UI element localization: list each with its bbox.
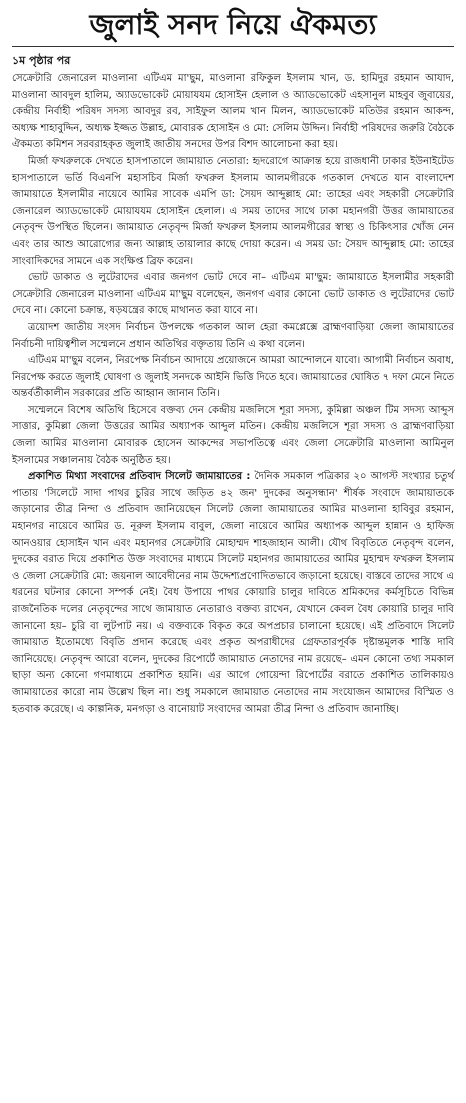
continued-from-label: ১ম পৃষ্ঠার পর <box>12 54 71 67</box>
paragraph-7-body: দৈনিক সমকাল পত্রিকার ২০ আগস্ট সংখ্যার চতুর্থ পাতায় 'সিলেটে সাদা পাথর চুরির সাথে জড়িত ৪২ জন' দুদকের অনুসন্ধান' শীর্ষক সংবাদে জামায়াতকে জড়ানোর তীব্র নিন্দা ও প্রতিবাদ জানিয়েছেন সিলেট জেলা জামায়াতের আমির মাওলানা হাবিবুর রহমান, মহানগর নায়েবে আমির ড. নূরুল ইসলাম বাবুল, জেলা নায়েবে আমির অধ্যাপক আব্দুল হান্নান ও হাফিজ আনওয়ার হোসাইন খান এবং মহানগর সেক্রেটারি মোহাম্মদ শাহজাহান আলী। যৌথ বিবৃতিতে নেতৃবৃন্দ বলেন, দুদকের বরাত দিয়ে প্রকাশিত উক্ত সংবাদের মাধ্যমে সিলেট মহানগর জামায়াতের আমির মুহাম্মদ ফখরুল ইসলাম ও জেলা সেক্রেটারি মো: জয়নাল আবেদীনের নাম উদ্দেশ্যপ্রণোদিতভাবে জড়ানো হয়েছে। বাস্তবে তাদের সাথে এ ধরনের ঘটনার কোনো সম্পর্ক নেই। বৈধ উপায়ে পাথর কোয়ারি চালুর দাবিতে শ্রমিকদের কর্মসূচিতে বিভিন্ন রাজনৈতিক দলের নেতৃবৃন্দের সাথে জামায়াত নেতারাও বক্তব্য রাখেন, যেখানে কেবল বৈধ কোয়ারি চালুর দাবি জানানো হয়– চুরি বা লুটপাট নয়। এ বক্তব্যকে বিকৃত করে অপপ্রচার চালানো হয়েছে। এই প্রতিবাদে সিলেট জামায়াত ইতোমধ্যে বিবৃতি প্রদান করেছে এবং প্রকৃত অপরাধীদের গ্রেফতারপূর্বক দৃষ্টান্তমূলক শাস্তি দাবি জানিয়েছে। নেতৃবৃন্দ আরো বলেন, দুদকের রিপোর্টে জামায়াত নেতাদের নাম রয়েছে– এমন কোনো তথ্য সমকাল ছাড়া অন্য কোনো গণমাধ্যমে প্রকাশিত হয়নি। এর আগে গোয়েন্দা রিপোর্টের বরাতে প্রকাশিত তালিকায়ও জামায়াতের কারো নাম উল্লেখ ছিল না। শুধু সমকালে জামায়াত নেতাদের নাম সংযোজন আমাদের বিস্মিত ও হতবাক করেছে। এ কাল্পনিক, মনগড়া ও বানোয়াট সংবাদের আমরা তীব্র নিন্দা ও প্রতিবাদ জানাচ্ছি। <box>12 471 454 715</box>
paragraph-5: এটিএম মা'ছুম বলেন, নিরপেক্ষ নির্বাচন আদায়ে প্রয়োজনে আমরা আন্দোলনে যাবো। আগামী নির্বাচন অবাধ, নিরপেক্ষ করতে জুলাই ঘোষণা ও জুলাই সনদকে আইনি ভিত্তি দিতে হবে। জামায়াতের ঘোষিত ৭ দফা মেনে নিতে অন্তর্বর্তীকালীন সরকারের প্রতি আহ্বান জানান তিনি। <box>12 355 455 400</box>
paragraph-4: ত্রয়োদশ জাতীয় সংসদ নির্বাচন উপলক্ষে গতকাল আল হেরা কমপ্লেক্সে ব্রাহ্মণবাড়িয়া জেলা জামায়াতের নির্বাচনী দায়িত্বশীল সম্মেলনে প্রধান অতিথির বক্তৃতায় তিনি এ কথা বলেন। <box>12 321 454 350</box>
paragraph-3: ভোট ডাকাত ও লুটেরাদের এবার জনগণ ভোট দেবে না– এটিএম মা'ছুম: জামায়াতে ইসলামীর সহকারী সেক্রেটারি জেনারেল মাওলানা এটিএম মা'ছুম বলেছেন, জনগণ এবার কোনো ভোট ডাকাত ও লুটেরাদের ভোট দেবে না। কোনো চক্রান্ত, ষড়যন্ত্রের কাছে মাথানত করা যাবে না। <box>12 272 454 317</box>
paragraph-2: মির্জা ফখরুলকে দেখতে হাসপাতালে জামায়াত নেতারা: হৃদরোগে আক্রান্ত হয়ে রাজধানী ঢাকার ইউনাইটেড হাসপাতালে ভর্তি বিএনপি মহাসচিব মির্জা ফখরুল ইসলাম আলমগীরকে গতকাল দেখতে যান বাংলাদেশ জামায়াতে ইসলামীর নায়েবে আমির সাবেক এমপি ডা: সৈয়দ আব্দুল্লাহ মো: তাহের এবং সহকারী সেক্রেটারি জেনারেল অ্যাডভোকেট মোয়াযযম হোসাইন হেলাল। এ সময় তাদের সাথে ঢাকা মহানগরী উত্তর জামায়াতের নেতৃবৃন্দ উপস্থিত ছিলেন। জামায়াত নেতৃবৃন্দ মির্জা ফখরুল ইসলাম আলমগীরের স্বাস্থ্য ও চিকিৎসার খোঁজ নেন এবং তার আশু আরোগ্যের জন্য আল্লাহ তায়ালার কাছে দোয়া করেন। এ সময় ডা: সৈয়দ আব্দুল্লাহ মো: তাহের সাংবাদিকদের সামনে এক সংক্ষিপ্ত ব্রিফ করেন। <box>12 155 454 267</box>
paragraph-1: সেক্রেটারি জেনারেল মাওলানা এটিএম মা'ছুম, মাওলানা রফিকুল ইসলাম খান, ড. হামিদুর রহমান আযাদ, মাওলানা আবদুল হালিম, অ্যাডভোকেট মোয়াযযম হোসাইন হেলাল ও অ্যাডভোকেট এহসানুল মাহবুব জুবায়ের, কেন্দ্রীয় নির্বাহী পরিষদ সদস্য আবদুর রব, সাইফুল আলম খান মিলন, অ্যাডভোকেট মতিউর রহমান আকন্দ, অধ্যক্ষ শাহাবুদ্দিন, অধ্যক্ষ ইজ্জত উল্লাহ, মোবারক হোসাইন ও মো: সেলিম উদ্দিন। নির্বাহী পরিষদের জরুরি বৈঠকে ঐকমত্য কমিশন সরবরাহকৃত জুলাই জাতীয় সনদের উপর বিশদ আলোচনা করা হয়। <box>12 73 454 151</box>
paragraph-7 <box>12 469 454 718</box>
paragraph-6: সম্মেলনে বিশেষ অতিথি হিসেবে বক্তব্য দেন কেন্দ্রীয় মজলিসে শূরা সদস্য, কুমিল্লা অঞ্চল টিম সদস্য আব্দুস সাত্তার, কুমিল্লা জেলা উত্তরের আমির অধ্যাপক আব্দুল মতিন। কেন্দ্রীয় মজলিসে শূরা সদস্য ও ব্রাহ্মণবাড়িয়া জেলা আমির মাওলানা মোবারক হোসেন আকন্দের সভাপতিত্বে এবং জেলা সেক্রেটারি মাওলানা আমিনুল ইসলামের সঞ্চালনায় বৈঠক অনুষ্ঠিত হয়। <box>12 404 454 466</box>
headline-divider <box>12 46 454 47</box>
headline: জুলাই সনদ নিয়ে ঐকমত্য <box>89 8 377 41</box>
section-subhead: প্রকাশিত মিথ্যা সংবাদের প্রতিবাদ সিলেট জামায়াতের : <box>28 471 251 483</box>
